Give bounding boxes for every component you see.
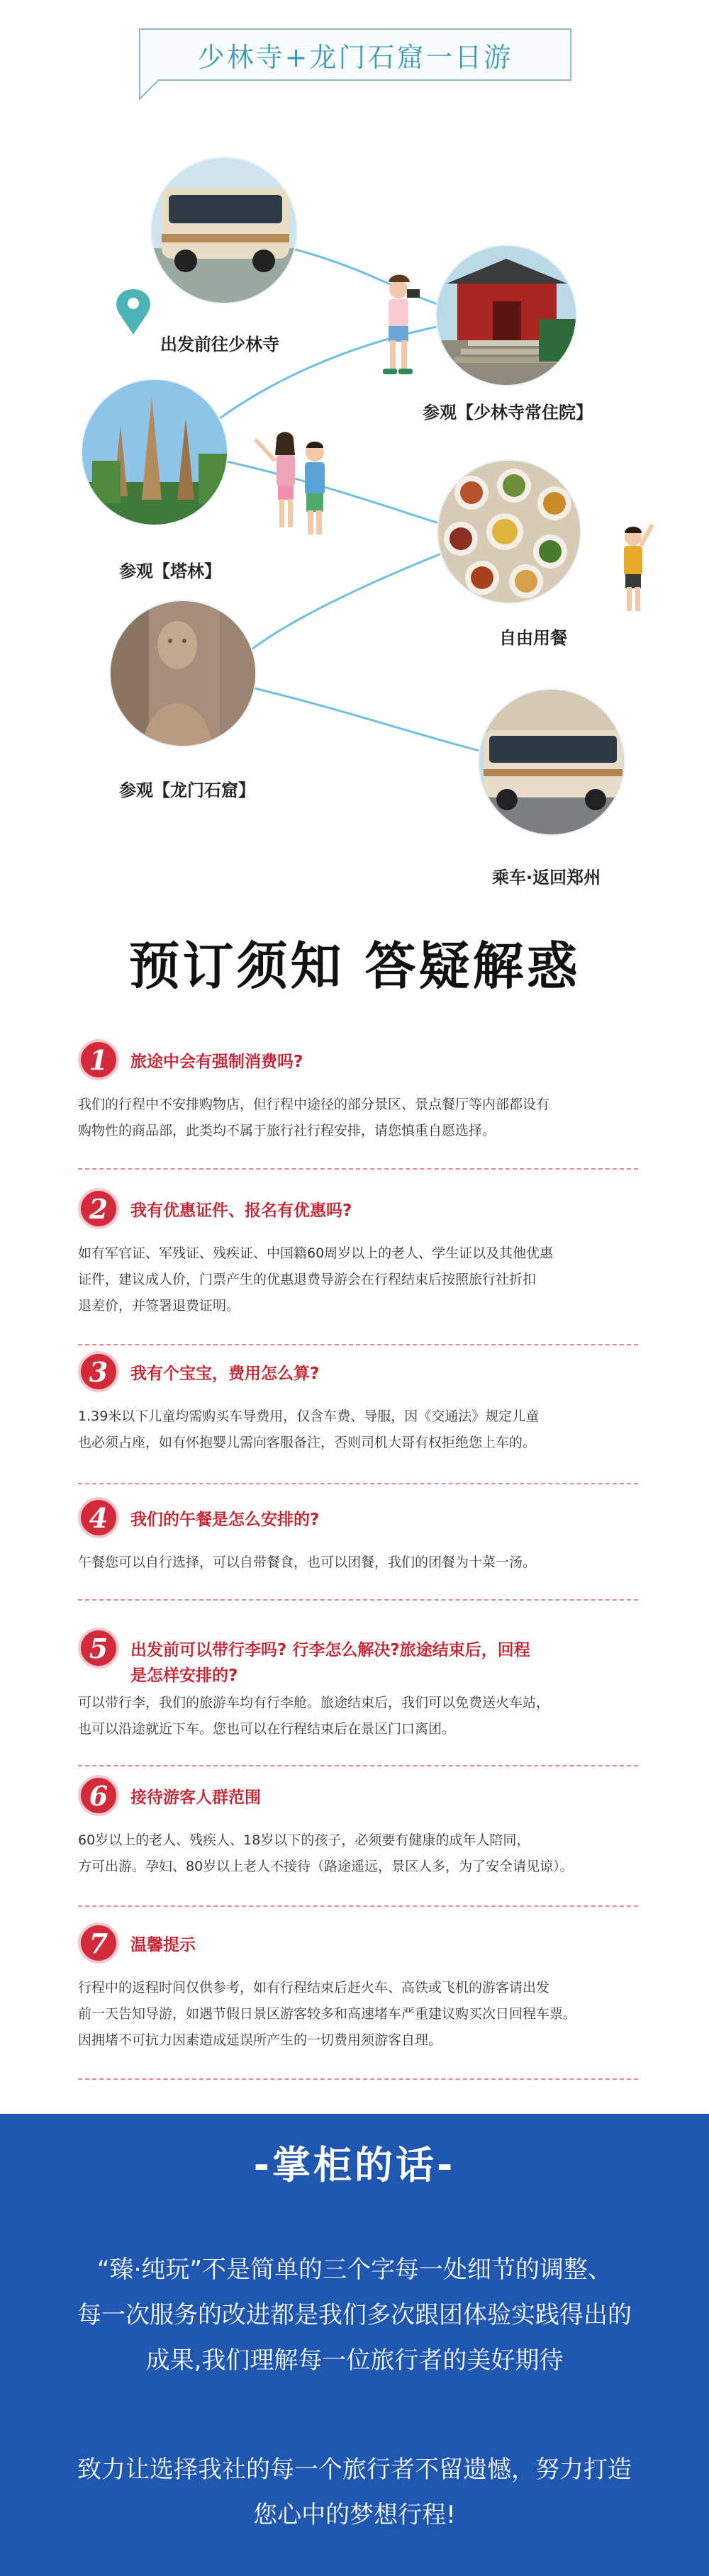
page-title-banner	[139, 28, 571, 81]
footer-line: 每一次服务的改进都是我们多次跟团体验实践得出的	[77, 2301, 632, 2329]
faq-question: 接待游客人群范围	[130, 1788, 261, 1807]
faq-answer	[78, 1092, 638, 1144]
faq-answer-line: 行程中的返程时间仅供参考，如有行程结束后赶火车、高铁或飞机的游客请出发	[78, 1980, 550, 1995]
faq-number-badge: 4	[78, 1497, 119, 1538]
tourist-couple-illustration	[255, 432, 325, 535]
faq-answer-line: 购物性的商品部，此类均不属于旅行社行程安排，请您慎重自愿选择。	[78, 1123, 496, 1138]
faq-answer-line: 前一天告知导游，如遇节假日景区游客较多和高速堵车严重建议购买次日回程车票。	[78, 2006, 577, 2022]
faq-item-1	[78, 1039, 638, 1144]
faq-item-4	[78, 1497, 638, 1576]
faq-number-badge: 2	[78, 1188, 119, 1229]
faq-number-badge: 7	[78, 1922, 119, 1964]
faq-divider	[78, 1483, 638, 1484]
footer-paragraph-1	[21, 2247, 688, 2383]
stop-label-free-meal: 自由用餐	[499, 628, 567, 648]
faq-answer	[78, 1975, 638, 2054]
faq-item-7	[78, 1922, 638, 2054]
tourist-photographer-illustration	[383, 275, 420, 375]
stop-label-depart: 出发前往少林寺	[160, 335, 279, 354]
faq-question: 旅途中会有强制消费吗?	[130, 1053, 303, 1071]
faq-heading-text: 预订须知 答疑解惑	[128, 936, 581, 996]
temple-gate-photo	[432, 241, 581, 397]
faq-question: 我们的午餐是怎么安排的?	[130, 1511, 320, 1529]
faq-answer-line: 如有军官证、军残证、残疾证、中国籍60周岁以上的老人、学生证以及其他优惠	[78, 1245, 554, 1261]
footer-line: “臻·纯玩”不是简单的三个字每一处细节的调整、	[96, 2256, 613, 2284]
footer-line: 致力让选择我社的每一个旅行者不留遗憾，努力打造	[77, 2455, 632, 2484]
faq-answer-line: 我们的行程中不安排购物店，但行程中途径的部分景区、景点餐厅等内部都设有	[78, 1097, 550, 1112]
meal-photo	[434, 457, 584, 607]
faq-answer-line: 1.39米以下儿童均需购买车导费用，仅含车费、导服，因《交通法》规定儿童	[78, 1409, 540, 1424]
faq-question: 温馨提示	[130, 1936, 196, 1954]
pagoda-forest-photo	[78, 376, 234, 532]
faq-number-badge: 6	[78, 1775, 119, 1816]
coach-photo	[475, 688, 631, 844]
grotto-buddha-photo	[106, 595, 262, 751]
faq-item-3	[78, 1351, 638, 1456]
faq-divider	[78, 1344, 638, 1345]
faq-answer	[78, 1241, 638, 1319]
footer-line: 您心中的梦想行程!	[253, 2501, 456, 2529]
faq-answer-line: 也可以沿途就近下车。您也可以在行程结束后在景区门口离团。	[78, 1721, 456, 1737]
faq-answer-line: 午餐您可以自行选择，可以自带餐食，也可以团餐，我们的团餐为十菜一汤。	[78, 1555, 537, 1570]
page-title: 少林寺+龙门石窟一日游	[197, 41, 513, 73]
faq-answer-line: 也必须占座，如有怀抱婴儿需向客服备注，否则司机大哥有权拒绝您上车的。	[78, 1435, 537, 1450]
faq-answer	[78, 1404, 638, 1456]
faq-divider	[78, 1168, 638, 1170]
faq-answer-line: 证件，建议成人价，门票产生的优惠退费导游会在行程结束后按照旅行社折扣	[78, 1272, 537, 1287]
faq-number-badge: 5	[78, 1628, 119, 1669]
faq-divider	[78, 1765, 638, 1766]
faq-divider	[78, 2078, 638, 2080]
bus-photo	[149, 156, 305, 305]
stop-label-shaolin-temple: 参观【少林寺常住院】	[423, 403, 593, 422]
faq-item-6	[78, 1775, 638, 1880]
footer-title: -掌柜的话-	[253, 2143, 456, 2188]
faq-answer-line: 方可出游。孕妇、80岁以上老人不接待（路途遥远，景区人多，为了安全请见谅）。	[78, 1859, 574, 1874]
faq-answer-line: 60岁以上的老人、残疾人、18岁以下的孩子，必须要有健康的成年人陪同，	[78, 1832, 530, 1848]
faq-heading	[0, 925, 709, 1003]
faq-question	[130, 1637, 530, 1689]
faq-answer	[78, 1550, 638, 1576]
tour-guide-illustration	[624, 525, 652, 611]
faq-question-line: 是怎样安排的?	[130, 1667, 238, 1685]
map-pin-icon	[116, 289, 150, 335]
faq-item-2	[78, 1188, 638, 1319]
faq-number-badge: 1	[78, 1039, 119, 1080]
faq-item-5	[78, 1628, 638, 1742]
stop-label-longmen-grottoes: 参观【龙门石窟】	[119, 780, 255, 800]
faq-answer-line: 退差价，并签署退费证明。	[78, 1298, 240, 1314]
faq-divider	[78, 1599, 638, 1601]
faq-answer	[78, 1827, 638, 1880]
faq-question: 我有个宝宝，费用怎么算?	[130, 1365, 320, 1383]
faq-answer-line: 可以带行李，我们的旅游车均有行李舱。旅途结束后，我们可以免费送火车站，	[78, 1695, 550, 1710]
faq-question-line: 出发前可以带行李吗? 行李怎么解决?旅途结束后，回程	[130, 1641, 530, 1659]
stop-label-pagoda-forest: 参观【塔林】	[119, 561, 221, 581]
footer-section	[0, 2114, 709, 2576]
faq-divider	[78, 1905, 638, 1907]
faq-question: 我有优惠证件、报名有优惠吗?	[130, 1202, 352, 1220]
faq-answer	[78, 1690, 638, 1742]
faq-answer-line: 因拥堵不可抗力因素造成延误所产生的一切费用须游客自理。	[78, 2032, 442, 2048]
stop-label-return-zhengzhou: 乘车·返回郑州	[492, 868, 601, 887]
itinerary-map	[0, 128, 709, 907]
faq-number-badge: 3	[78, 1351, 119, 1392]
footer-paragraph-2	[21, 2447, 688, 2538]
footer-line: 成果,我们理解每一位旅行者的美好期待	[145, 2346, 564, 2375]
